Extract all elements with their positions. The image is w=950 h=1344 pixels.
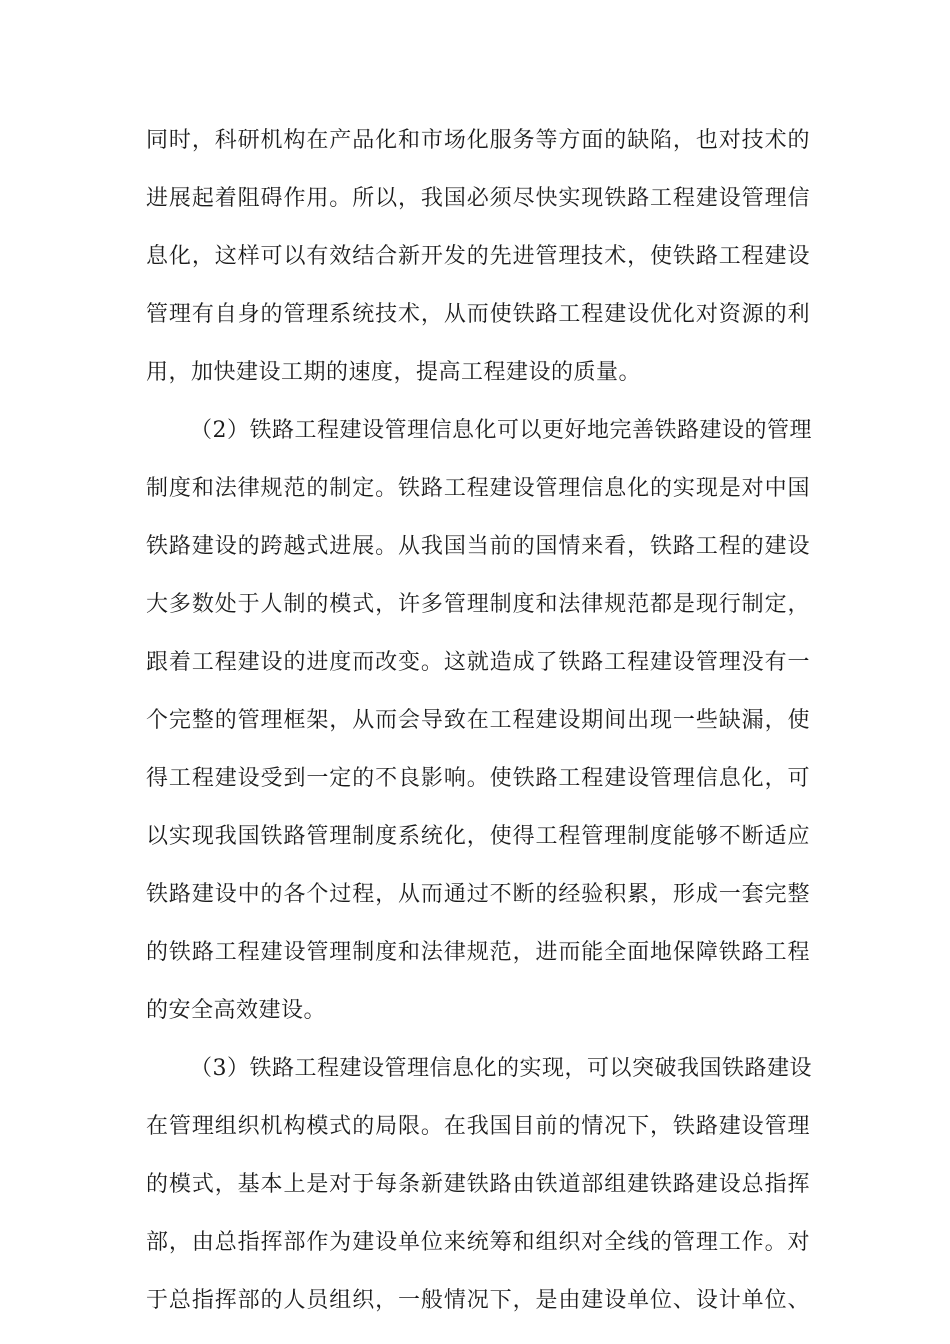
paragraph-2-line-1: （2）铁路工程建设管理信息化可以更好地完善铁路建设的管理 — [190, 418, 812, 443]
paragraph-1-line-2: 进展起着阻碍作用。所以，我国必须尽快实现铁路工程建设管理信 — [146, 186, 810, 211]
paragraph-3-line-2: 在管理组织机构模式的局限。在我国目前的情况下，铁路建设管理 — [146, 1114, 810, 1139]
paragraph-2-line-11: 的安全高效建设。 — [146, 998, 327, 1023]
paragraph-1-line-3: 息化，这样可以有效结合新开发的先进管理技术，使铁路工程建设 — [146, 244, 810, 269]
paragraph-2-line-10: 的铁路工程建设管理制度和法律规范，进而能全面地保障铁路工程 — [146, 940, 810, 965]
paragraph-1-line-5: 用，加快建设工期的速度，提高工程建设的质量。 — [146, 360, 642, 385]
paragraph-2-line-7: 得工程建设受到一定的不良影响。使铁路工程建设管理信息化，可 — [146, 766, 810, 791]
paragraph-3-line-4: 部，由总指挥部作为建设单位来统筹和组织对全线的管理工作。对 — [146, 1230, 810, 1255]
document-body — [146, 112, 810, 1330]
paragraph-3-line-3: 的模式，基本上是对于每条新建铁路由铁道部组建铁路建设总指挥 — [146, 1172, 810, 1197]
paragraph-2-line-9: 铁路建设中的各个过程，从而通过不断的经验积累，形成一套完整 — [146, 882, 810, 907]
paragraph-1-line-1: 同时，科研机构在产品化和市场化服务等方面的缺陷，也对技术的 — [146, 128, 810, 153]
paragraph-1-line-4: 管理有自身的管理系统技术，从而使铁路工程建设优化对资源的利 — [146, 302, 810, 327]
paragraph-3-line-5: 于总指挥部的人员组织，一般情况下，是由建设单位、设计单位、 — [146, 1288, 810, 1313]
paragraph-3-line-1: （3）铁路工程建设管理信息化的实现，可以突破我国铁路建设 — [190, 1056, 812, 1081]
paragraph-2-line-2: 制度和法律规范的制定。铁路工程建设管理信息化的实现是对中国 — [146, 476, 810, 501]
paragraph-2-line-8: 以实现我国铁路管理制度系统化，使得工程管理制度能够不断适应 — [146, 824, 810, 849]
paragraph-2-line-4: 大多数处于人制的模式，许多管理制度和法律规范都是现行制定， — [146, 592, 810, 617]
paragraph-2-line-6: 个完整的管理框架，从而会导致在工程建设期间出现一些缺漏，使 — [146, 708, 810, 733]
paragraph-2-line-3: 铁路建设的跨越式进展。从我国当前的国情来看，铁路工程的建设 — [146, 534, 810, 559]
paragraph-2-line-5: 跟着工程建设的进度而改变。这就造成了铁路工程建设管理没有一 — [146, 650, 810, 675]
